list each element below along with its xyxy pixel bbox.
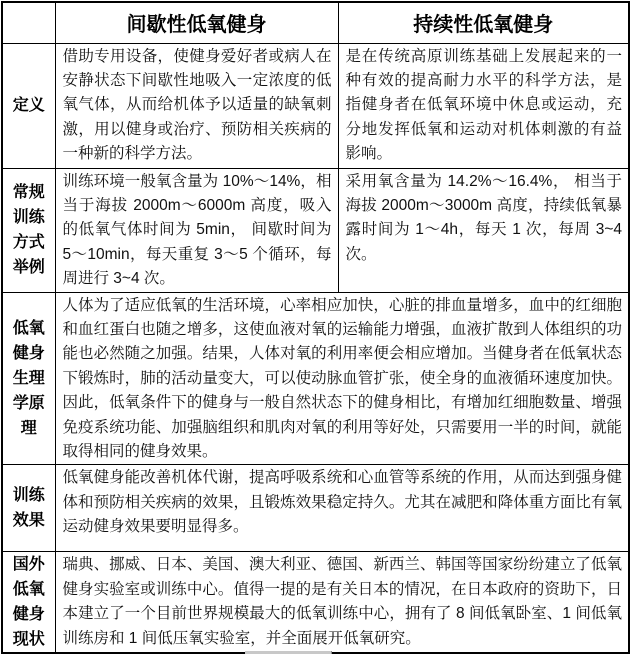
cell-training-intermittent: 训练环境一般氧含量为 10%～14%，相当于海拔 2000m～6000m 高度，吸入的低氧气体时间为 5min， 间歇时间为 5～10min，每天重复 3～5 个循环，每周进行 3~4 次。 bbox=[55, 168, 338, 292]
row-label-definition: 定义 bbox=[2, 43, 55, 168]
cell-overseas-text: 瑞典、挪威、日本、美国、澳大利亚、德国、新西兰、韩国等国家纷纷建立了低氧健身实验室或训练中心。值得一提的是有关日本的情况，在日本政府的资助下，日本建立了一个目前世界规模最大的低氧训练中心，拥有了 8 间低氧卧室、1 间低氧训练房和 1 间低压氧实验室，并全面展开低氧研究。 bbox=[55, 552, 629, 654]
table-row-effect bbox=[2, 465, 629, 552]
hypoxic-fitness-comparison-table bbox=[1, 1, 630, 654]
header-continuous: 持续性低氧健身 bbox=[338, 2, 629, 43]
table-row-physiology bbox=[2, 292, 629, 465]
row-label-physiology: 低氧健身生理学原理 bbox=[2, 292, 55, 465]
row-label-effect: 训练效果 bbox=[2, 465, 55, 552]
row-label-overseas-status: 国外低氧健身现状 bbox=[2, 552, 55, 654]
cell-definition-continuous: 是在传统高原训练基础上发展起来的一种有效的提高耐力水平的科学方法，是指健身者在低氧环境中休息或运动，充分地发挥低氧和运动对机体刺激的有益影响。 bbox=[338, 43, 629, 168]
cell-effect-text: 低氧健身能改善机体代谢，提高呼吸系统和心血管等系统的作用，从而达到强身健体和预防相关疾病的效果，且锻炼效果稳定持久。尤其在减肥和降体重方面比有氧运动健身效果要明显得多。 bbox=[55, 465, 629, 552]
table-row-training-method bbox=[2, 168, 629, 292]
table-header-row bbox=[2, 2, 629, 43]
header-empty-cell bbox=[2, 2, 55, 43]
cell-physiology-text: 人体为了适应低氧的生活环境，心率相应加快，心脏的排血量增多，血中的红细胞和血红蛋白也随之增多，这使血液对氧的运输能力增强，血液扩散到人体组织的功能也必然随之加强。结果，人体对氧的利用率便会相应增加。当健身者在低氧状态下锻炼时，肺的活动量变大，可以使动脉血管扩张，使全身的血液循环速度加快。因此，低氧条件下的健身与一般自然状态下的健身相比，有增加红细胞数量、增强免疫系统功能、加强脑组织和肌肉对氧的利用等好处，只需要用一半的时间，就能取得相同的健身效果。 bbox=[55, 292, 629, 465]
row-label-training-method: 常规训练方式举例 bbox=[2, 168, 55, 292]
cell-training-continuous: 采用氧含量为 14.2%～16.4%， 相当于海拔 2000m～3000m 高度，持续低氧暴露时间为 1～4h，每天 1 次，每周 3~4 次。 bbox=[338, 168, 629, 292]
table-row-definition bbox=[2, 43, 629, 168]
cell-definition-intermittent: 借助专用设备，使健身爱好者或病人在安静状态下间歇性地吸入一定浓度的低氧气体，从而给机体予以适量的缺氧刺激，用以健身或治疗、预防相关疾病的一种新的科学方法。 bbox=[55, 43, 338, 168]
header-intermittent: 间歇性低氧健身 bbox=[55, 2, 338, 43]
table-row-overseas-status bbox=[2, 552, 629, 654]
